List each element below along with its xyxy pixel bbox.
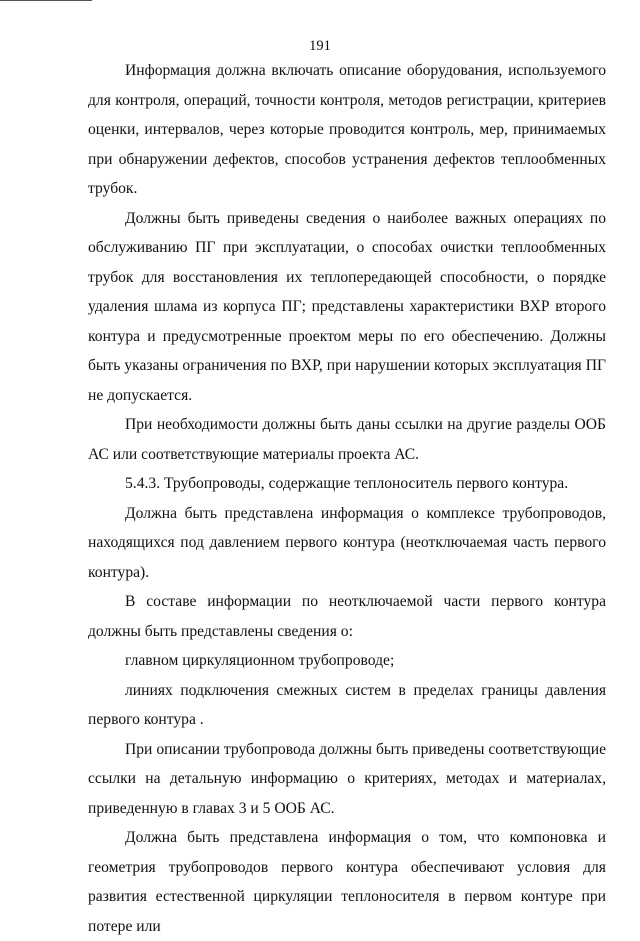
page-body — [88, 56, 606, 941]
list-item-connection-lines: линиях подключения смежных систем в пределах границы давления первого контура . — [88, 681, 606, 728]
page-number: 191 — [309, 38, 331, 54]
paragraph-references: При необходимости должны быть даны ссылки на другие разделы ООБ АС или соответствующие материалы проекта АС. — [88, 416, 606, 463]
paragraph-inspection-info: Информация должна включать описание оборудования, используемого для контроля, операций, точности контроля, методов регистрации, критериев оценки, интервалов, через которые проводится контроль, мер, принимаемых при обнаружении дефектов, способов устранения дефектов теплообменных трубок. — [88, 62, 606, 197]
paragraph-info-composition: В составе информации по неотключаемой части первого контура должны быть представлены сведения о: — [88, 593, 606, 640]
paragraph-pipeline-complex: Должна быть представлена информация о комплексе трубопроводов, находящихся под давлением первого контура (неотключаемая часть первого контура). — [88, 504, 606, 581]
list-item-main-circulation-pipeline: главном циркуляционном трубопроводе; — [125, 652, 395, 669]
paragraph-natural-circulation: Должна быть представлена информация о том, что компоновка и геометрия трубопроводов первого контура обеспечивают условия для развития естественной циркуляции теплоносителя в первом контуре при потере или — [88, 829, 606, 935]
scan-edge-line — [0, 0, 92, 1]
paragraph-maintenance-operations: Должны быть приведены сведения о наиболее важных операциях по обслуживанию ПГ при эксплуатации, о способах очистки теплообменных трубок для восстановления их теплопередающей способности, о порядке удаления шлама из корпуса ПГ; представлены характеристики ВХР второго контура и предусмотренные проектом меры по его обеспечению. Должны быть указаны ограничения по ВХР, при нарушении которых эксплуатация ПГ не допускается. — [88, 209, 606, 404]
paragraph-pipeline-description: При описании трубопровода должны быть приведены соответствующие ссылки на детальную информацию о критериях, методах и материалах, приведенную в главах 3 и 5 ООБ АС. — [88, 740, 606, 817]
section-heading-5-4-3: 5.4.3. Трубопроводы, содержащие теплоноситель первого контура. — [125, 475, 569, 492]
